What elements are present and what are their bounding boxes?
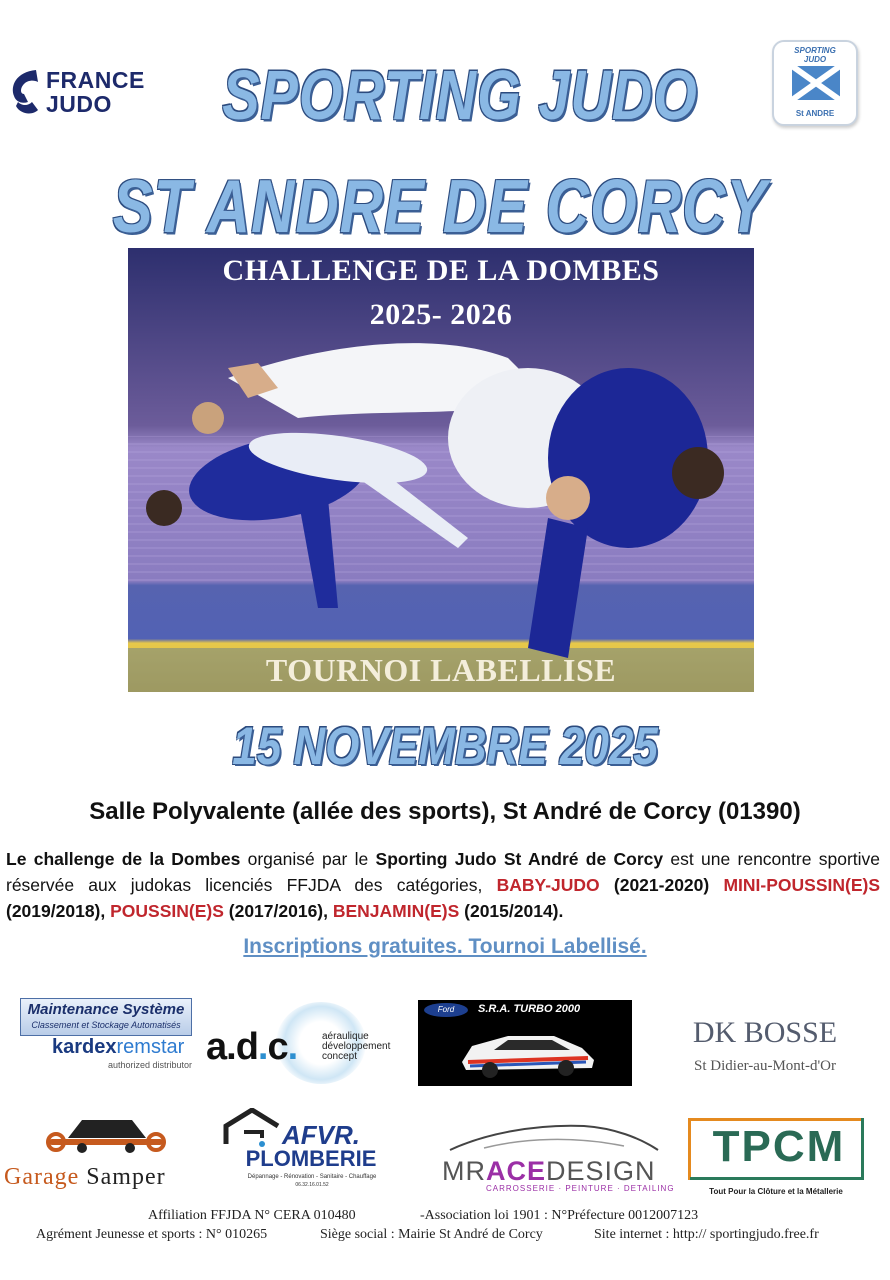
- footer-affiliation: Affiliation FFJDA N° CERA 010480: [148, 1208, 356, 1223]
- hero-season: 2025- 2026: [369, 298, 513, 331]
- adc-sub-line-2: développement: [322, 1041, 391, 1052]
- club-logo-top: [774, 46, 856, 64]
- adc-dot: .: [257, 1026, 268, 1068]
- mrace-design-word: DESIGN: [546, 1156, 656, 1186]
- footer-association: -Association loi 1901 : N°Préfecture 0012007123: [420, 1208, 699, 1223]
- maintenance-title: Maintenance Système: [27, 1001, 185, 1018]
- car-silhouette-icon: [444, 1118, 664, 1154]
- desc-club-name: Sporting Judo St André de Corcy: [375, 849, 664, 869]
- sponsor-maintenance-systeme: [20, 998, 192, 1036]
- dk-bosse-location: St Didier-au-Mont-d'Or: [694, 1058, 836, 1074]
- footer-agrement: Agrément Jeunesse et sports : N° 010265: [36, 1227, 268, 1242]
- maintenance-subtitle: Classement et Stockage Automatisés: [31, 1020, 181, 1030]
- desc-challenge-name: Le challenge de la Dombes: [6, 849, 241, 869]
- kardex-word: kardex: [52, 1036, 117, 1058]
- footer-siege: Siège social : Mairie St André de Corcy: [320, 1227, 543, 1242]
- event-venue: Salle Polyvalente (allée des sports), St André de Corcy (01390): [89, 798, 801, 825]
- house-tap-icon: [222, 1108, 286, 1148]
- page-title-town: ST ANDRE DE CORCY: [112, 164, 768, 249]
- hero-image: [128, 248, 754, 692]
- category-baby-judo-years: (2021-2020): [599, 875, 724, 895]
- rally-car-icon: [458, 1022, 598, 1078]
- club-logo: [772, 40, 858, 126]
- sponsor-sra-turbo: [418, 1000, 632, 1086]
- category-baby-judo: BABY-JUDO: [496, 875, 600, 895]
- judo-word: JUDO: [46, 91, 112, 117]
- france-word: FRANCE: [46, 67, 145, 93]
- event-date: 15 NOVEMBRE 2025: [232, 717, 658, 776]
- sponsor-mrace-design: [442, 1156, 656, 1187]
- hero-challenge-title: CHALLENGE DE LA DOMBES: [222, 254, 660, 287]
- remstar-word: remstar: [116, 1036, 185, 1058]
- samper-word: Samper: [79, 1164, 166, 1190]
- category-mini-poussin: MINI-POUSSIN(E)S: [723, 875, 880, 895]
- sponsor-tpcm: TPCM: [712, 1122, 846, 1171]
- mrace-subtitle: CARROSSERIE · PEINTURE · DETAILING: [486, 1184, 675, 1193]
- desc-text-2: est une rencontre sportive réservée aux judokas licenciés FFJDA des catégories,: [6, 849, 881, 895]
- car-wrench-icon: [46, 1112, 166, 1160]
- mrace-ace: ACE: [486, 1156, 547, 1186]
- category-benjamin: BENJAMIN(E)S: [332, 901, 460, 921]
- adc-subtitle: [322, 1032, 390, 1062]
- desc-text-1: organisé par le: [240, 849, 376, 869]
- garage-word: Garage: [4, 1164, 80, 1190]
- category-mini-poussin-years: (2019/2018),: [6, 901, 111, 921]
- plomberie-phone: 06.32.16.01.52: [295, 1182, 329, 1188]
- adc-sub-line-1: aéraulique: [322, 1031, 369, 1042]
- event-description: [6, 846, 880, 924]
- sponsor-afvr: AFVR.: [282, 1120, 360, 1150]
- france-judo-wordmark: [46, 68, 145, 116]
- page-title-club: SPORTING JUDO: [222, 55, 698, 134]
- sponsor-dk-bosse: DK BOSSE: [692, 1016, 838, 1049]
- kardex-subtitle: authorized distributor: [108, 1060, 193, 1070]
- category-poussin: POUSSIN(E)S: [110, 901, 224, 921]
- category-benjamin-years: (2015/2014).: [459, 901, 564, 921]
- plomberie-title: PLOMBERIE: [245, 1146, 377, 1171]
- club-logo-top-line-1: SPORTING: [794, 46, 836, 55]
- registration-note: Inscriptions gratuites. Tournoi Labellisé.: [243, 935, 647, 958]
- sponsor-adc: [206, 1026, 297, 1069]
- adc-letters: a.d: [206, 1026, 258, 1068]
- hero-tournament-label: TOURNOI LABELLISE: [265, 652, 617, 688]
- club-logo-bottom: St ANDRE: [795, 109, 835, 118]
- footer-website-link[interactable]: Site internet : http:// sportingjudo.free.fr: [594, 1227, 819, 1242]
- saltire-flag-icon: [792, 66, 840, 100]
- category-poussin-years: (2017/2016),: [223, 901, 333, 921]
- tpcm-subtitle: Tout Pour la Clôture et la Métallerie: [709, 1187, 843, 1196]
- adc-letter-c: c: [267, 1026, 288, 1068]
- france-judo-mark-icon: [6, 66, 42, 118]
- mrace-mr: MR: [442, 1156, 486, 1186]
- club-logo-top-line-2: JUDO: [803, 55, 827, 64]
- plomberie-services: Dépannage - Rénovation - Sanitaire - Chauffage: [247, 1174, 377, 1180]
- adc-sub-line-3: concept: [322, 1051, 358, 1062]
- adc-dot-end: .: [287, 1026, 298, 1068]
- sponsor-kardex: [52, 1036, 184, 1059]
- france-judo-logo: [6, 62, 156, 122]
- sponsor-garage-samper: [4, 1164, 166, 1191]
- sra-title: S.R.A. TURBO 2000: [478, 1003, 581, 1015]
- ford-logo: Ford: [424, 1003, 468, 1017]
